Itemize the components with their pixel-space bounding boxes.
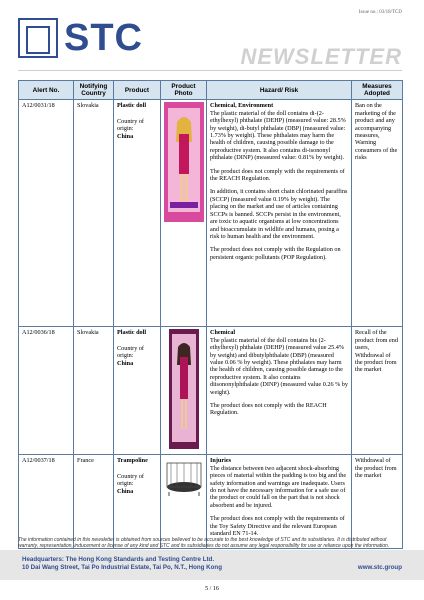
table-row	[19, 455, 403, 549]
origin-value: China	[117, 359, 134, 367]
table-row	[19, 100, 403, 327]
product-name: Plastic doll	[117, 329, 147, 337]
product-photo-cell	[161, 327, 207, 455]
headquarters-name: Headquarters: The Hong Kong Standards and Testing Centre Ltd.	[22, 556, 215, 563]
headquarters-address: 10 Dai Wang Street, Tai Po Industrial Estate, Tai Po, N.T., Hong Kong	[22, 564, 222, 571]
trampoline-photo	[165, 457, 203, 497]
hazard-paragraph: The product does not comply with the REACH Regulation.	[210, 402, 327, 417]
origin-label: Country of origin:	[117, 344, 144, 360]
origin-value: China	[117, 487, 134, 495]
doll-box-photo	[169, 329, 199, 449]
col-header-photo: Product Photo	[161, 81, 207, 100]
stc-logo-mark	[18, 18, 58, 58]
origin-value: China	[117, 132, 134, 140]
product-cell	[114, 455, 161, 549]
website-link[interactable]: www.stc.group	[357, 564, 402, 571]
hazard-cell	[207, 100, 352, 327]
alert-number: A12/0037/18	[19, 455, 74, 549]
product-cell	[114, 327, 161, 455]
newsletter-title: NEWSLETTER	[240, 44, 402, 69]
header-divider	[18, 70, 402, 71]
measures-adopted: Ban on the marketing of the product and any accompanying measures, Warning consumers of the risks	[352, 100, 403, 327]
hazard-title: Chemical, Environment	[210, 102, 274, 110]
product-photo-cell	[161, 100, 207, 327]
hazard-paragraph: In addition, it contains short chain chlorinated paraffins (SCCP) (measured value 0.19% by weight). The placing on the market and use of articles containing SCCPs is banned. SCCPs persist in the environment, are toxic to aquatic organisms at low concentrations and bioaccumulate in wildlife and humans, posing a risk to human health and the environment.	[210, 188, 348, 240]
notifying-country: Slovakia	[74, 327, 114, 455]
table-header-row	[19, 81, 403, 100]
disclaimer-note: The information contained in this newsletter is obtained from sources believed to be accurate to the best knowledge of STC and its subsidiaries. It is distributed without warranty, representation, inducement or license of any kind and STC and its subsidiaries do not assume any legal responsibility for use or reliance upon the information.	[18, 537, 390, 549]
table-row	[19, 327, 403, 455]
hazard-title: Chemical	[210, 329, 236, 337]
hazard-paragraph: The product does not comply with the Regulation on persistent organic pollutants (POP Regulation).	[210, 246, 341, 261]
notifying-country: France	[74, 455, 114, 549]
hazard-title: Injuries	[210, 457, 231, 465]
origin-label: Country of origin:	[117, 117, 144, 133]
doll-box-photo	[164, 102, 204, 222]
col-header-alert: Alert No.	[19, 81, 74, 100]
origin-label: Country of origin:	[117, 472, 144, 488]
page-number: 5 / 16	[205, 586, 219, 592]
col-header-country: Notifying Country	[74, 81, 114, 100]
hazard-cell	[207, 455, 352, 549]
col-header-measures: Measures Adopted	[352, 81, 403, 100]
hazard-paragraph: The product does not comply with the requirements of the REACH Regulation.	[210, 167, 345, 183]
hazard-paragraph: The product does not comply with the requirements of the Toy Safety Directive and the relevant European standard EN 71-14.	[210, 515, 345, 538]
product-name: Trampoline	[117, 457, 148, 465]
notifying-country: Slovakia	[74, 100, 114, 327]
alert-number: A12/0031/18	[19, 100, 74, 327]
alert-number: A12/0036/18	[19, 327, 74, 455]
hazard-paragraph: The distance between two adjacent shock-absorbing pieces of material within the padding is too big and the safety information and warnings are inadequate. Users do not have the necessary information for a safe use of the product or could fall on the part that is not shock absorbent and be injured.	[210, 464, 347, 509]
hazard-cell	[207, 327, 352, 455]
measures-adopted: Withdrawal of the product from the market	[352, 455, 403, 549]
alert-table	[18, 80, 403, 549]
stc-logo-text: STC	[64, 17, 143, 59]
col-header-hazard: Hazard/ Risk	[207, 81, 352, 100]
hazard-paragraph: The plastic material of the doll contains bis (2-ethylhexyl) phthalate (DEHP) (measured value 25.4% by weight) and dibutylphthalate (DBP) (measured value 0.06 % by weight). These phthalates may harm the health of children, causing possible damage to the reproductive system. It also contains diisononylphthalate (DINP) (measured value 0.26 % by weight).	[210, 336, 348, 396]
product-cell	[114, 100, 161, 327]
col-header-product: Product	[114, 81, 161, 100]
product-photo-cell	[161, 455, 207, 549]
hazard-paragraph: The plastic material of the doll contains di-(2-ethylhexyl) phthalate (DEHP) (measured value: 28.5% by weight), di-butyl phthalate (DBP) (measured value: 1.73% by weight). These phthalates may harm the health of children, causing possible damage to the reproductive system. It also contains di-isononyl phthalate (DINP) (measured value: 0.81% by weight).	[210, 109, 346, 162]
product-name: Plastic doll	[117, 102, 147, 110]
measures-adopted: Recall of the product from end users, Withdrawal of the product from the market	[352, 327, 403, 455]
issue-number: Issue no.: 03/18/TCD	[358, 10, 402, 15]
